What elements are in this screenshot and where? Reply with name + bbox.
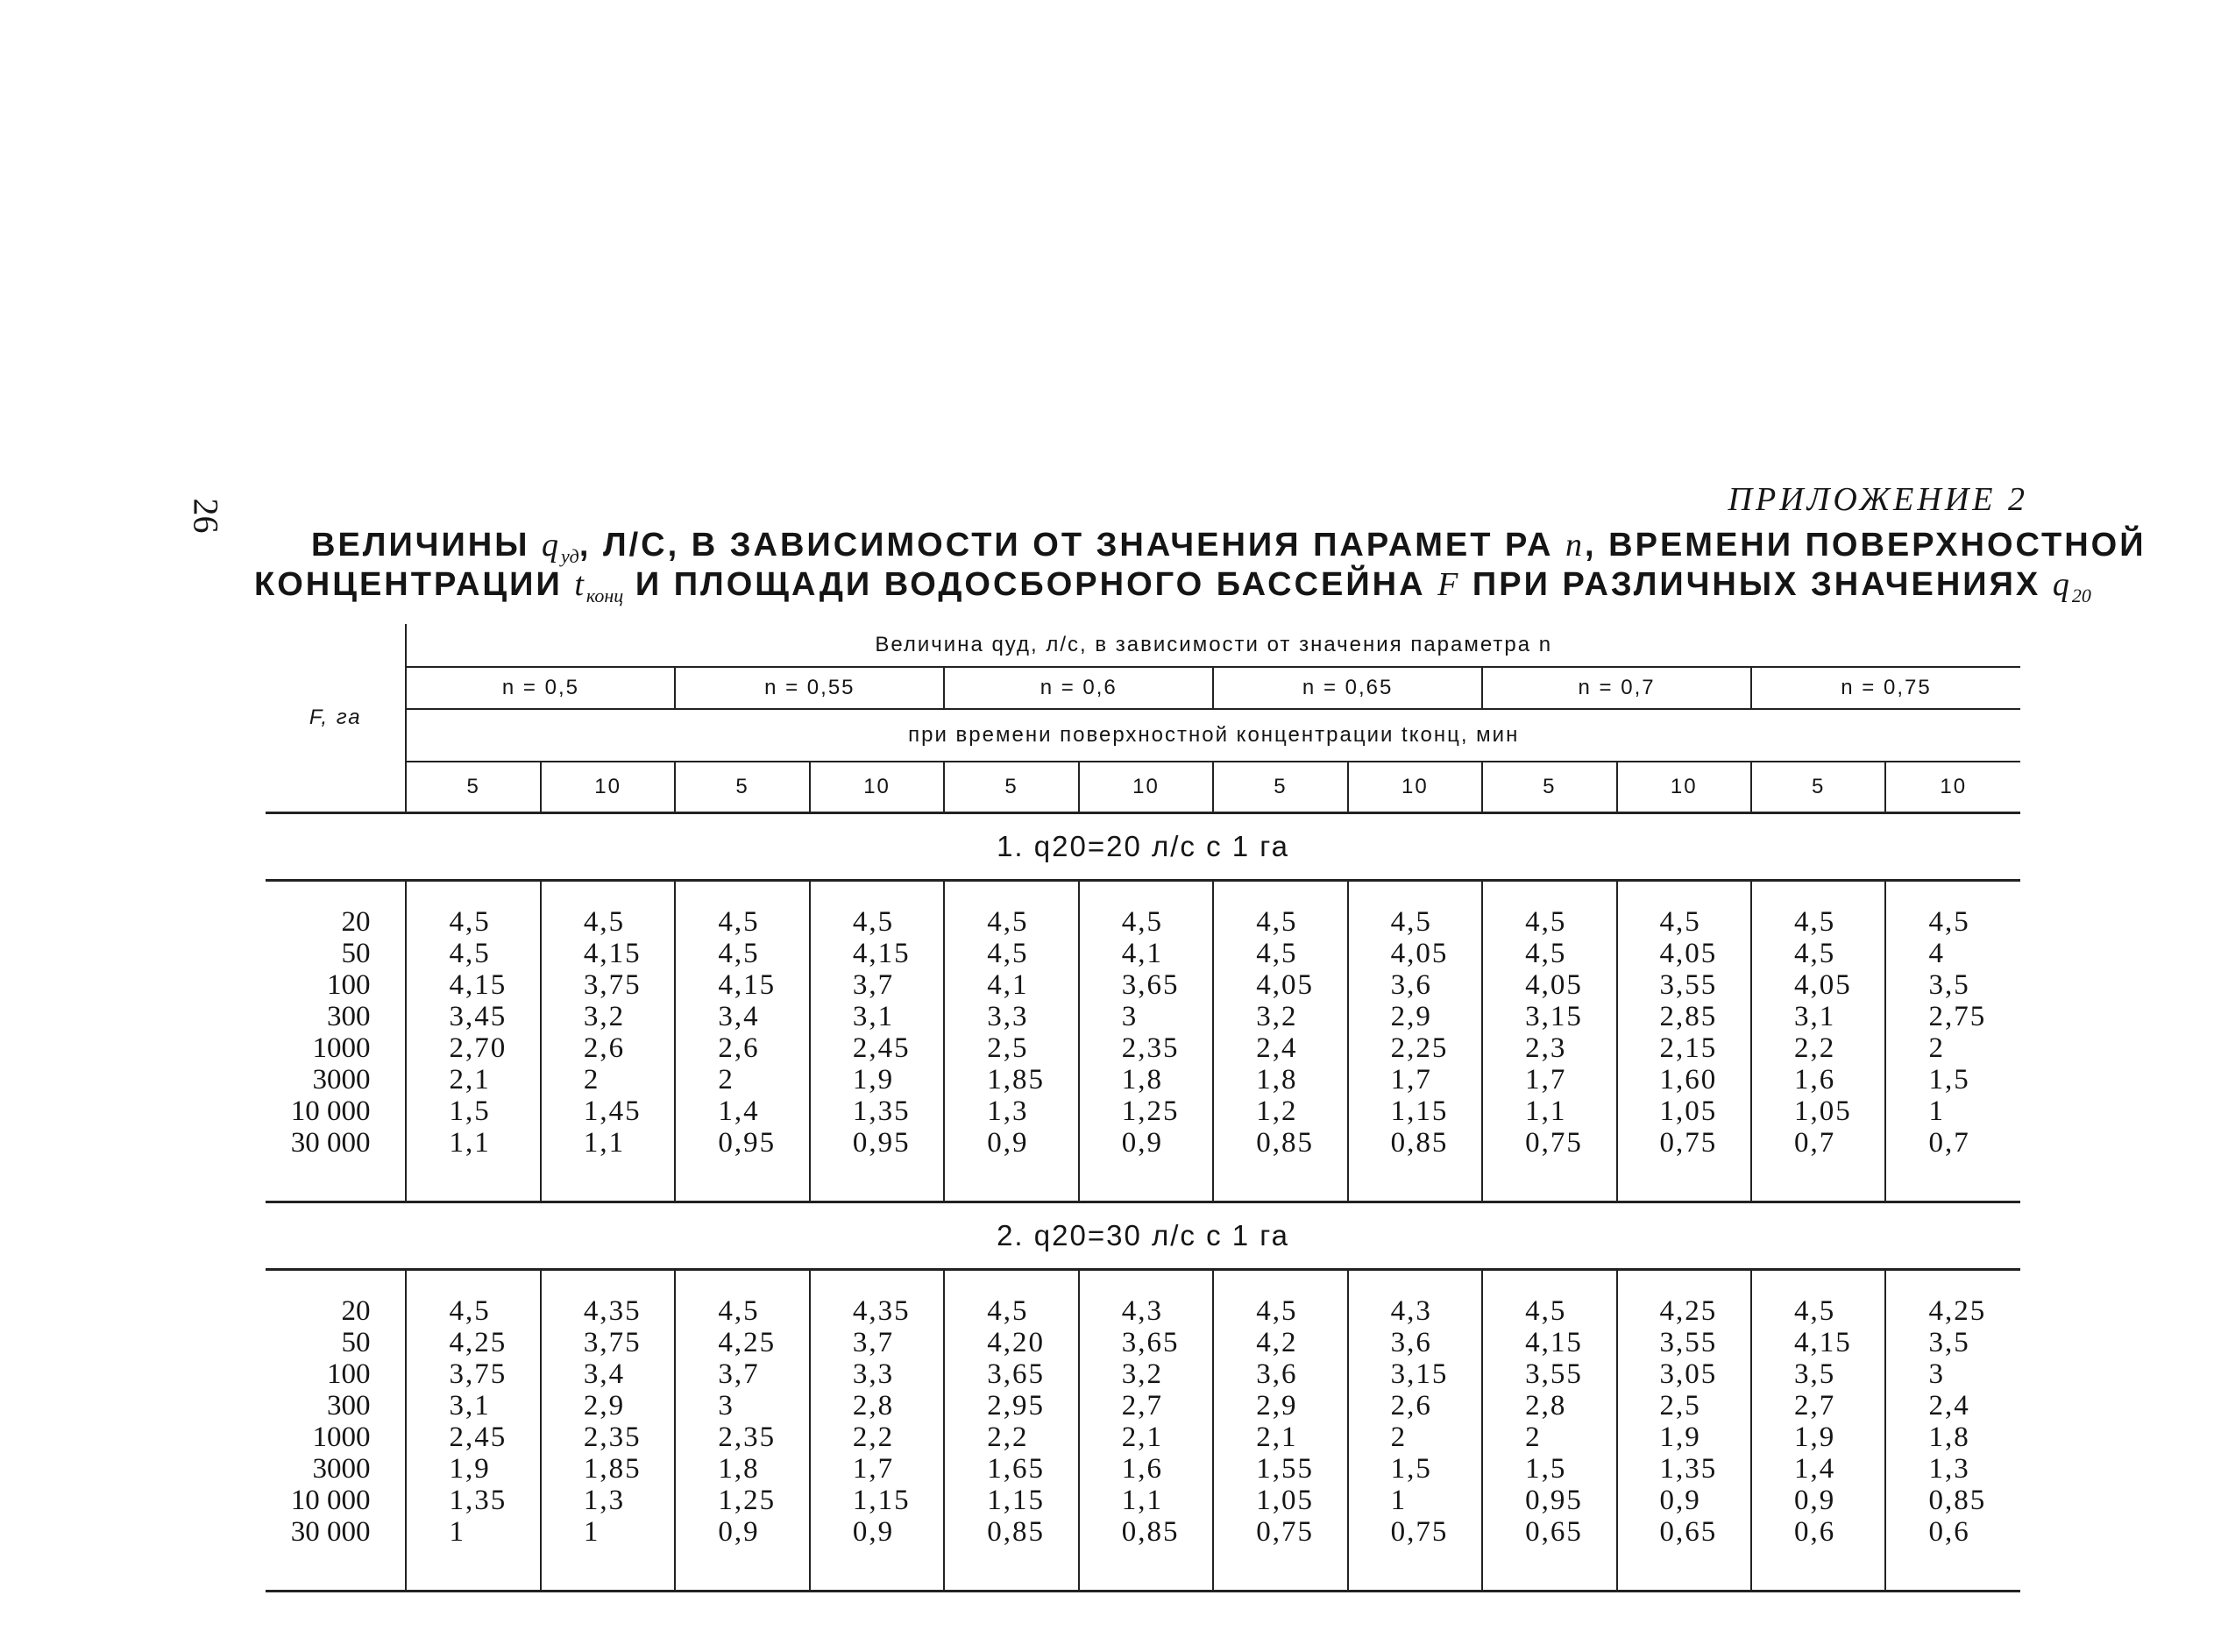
n-value-header: n = 0,65 [1213, 667, 1482, 709]
t-value-header: 5 [1213, 762, 1347, 813]
data-column: 4,35 3,7 3,3 2,8 2,2 1,7 1,15 0,9 [810, 1270, 944, 1554]
data-table [266, 624, 2020, 1592]
data-column: 4,5 4 3,5 2,75 2 1,5 1 0,7 [1885, 881, 2020, 1165]
section-title: 1. q20=20 л/с с 1 га [266, 813, 2020, 881]
data-column: 4,5 4,1 3,65 3 2,35 1,8 1,25 0,9 [1079, 881, 1213, 1165]
t-value-header: 10 [541, 762, 675, 813]
data-column: 4,25 3,55 3,05 2,5 1,9 1,35 0,9 0,65 [1617, 1270, 1751, 1554]
data-column: 4,5 4,5 4,1 3,3 2,5 1,85 1,3 0,9 [944, 881, 1078, 1165]
title-variable: F [1437, 566, 1461, 603]
title-text: И ПЛОЩАДИ ВОДОСБОРНОГО БАССЕЙНА [635, 566, 1426, 603]
data-column: 4,5 4,5 4,15 3,45 2,70 2,1 1,5 1,1 [406, 881, 540, 1165]
table-title-line-1 [311, 526, 2146, 568]
section-title: 2. q20=30 л/с с 1 га [266, 1202, 2020, 1270]
data-column: 4,5 4,25 3,7 3 2,35 1,8 1,25 0,9 [675, 1270, 809, 1554]
n-value-header: n = 0,5 [406, 667, 675, 709]
data-column: 4,5 4,05 3,55 2,85 2,15 1,60 1,05 0,75 [1617, 881, 1751, 1165]
n-value-header: n = 0,6 [944, 667, 1213, 709]
data-column: 4,3 3,65 3,2 2,7 2,1 1,6 1,1 0,85 [1079, 1270, 1213, 1554]
n-value-header: n = 0,75 [1751, 667, 2020, 709]
caption-top: Величина qуд, л/с, в зависимости от значения параметра n [406, 624, 2020, 667]
data-column: 4,5 4,5 4,05 3,1 2,2 1,6 1,05 0,7 [1751, 881, 1885, 1165]
data-column: 4,5 4,20 3,65 2,95 2,2 1,65 1,15 0,85 [944, 1270, 1078, 1554]
t-value-header: 5 [675, 762, 809, 813]
data-column: 4,25 3,5 3 2,4 1,8 1,3 0,85 0,6 [1885, 1270, 2020, 1554]
title-text: КОНЦЕНТРАЦИИ [254, 566, 563, 603]
title-variable: t [574, 566, 586, 603]
data-column: 4,5 4,5 4,05 3,2 2,4 1,8 1,2 0,85 [1213, 881, 1347, 1165]
title-variable-subscript: 20 [2071, 585, 2091, 606]
data-column: 4,5 4,5 4,05 3,15 2,3 1,7 1,1 0,75 [1482, 881, 1616, 1165]
f-values-column: 20 50 100 300 1000 3000 10 000 30 000 [290, 1295, 371, 1548]
data-column: 4,5 4,25 3,75 3,1 2,45 1,9 1,35 1 [406, 1270, 540, 1554]
t-value-header: 5 [406, 762, 540, 813]
t-value-header: 5 [944, 762, 1078, 813]
data-column: 4,5 4,15 3,5 2,7 1,9 1,4 0,9 0,6 [1751, 1270, 1885, 1554]
table-title-line-2 [254, 565, 2091, 607]
title-variable: q [541, 527, 561, 564]
appendix-label: ПРИЛОЖЕНИЕ 2 [1728, 481, 2028, 518]
page-number: 26 [186, 498, 226, 534]
title-text: , ВРЕМЕНИ ПОВЕРХНОСТНОЙ [1585, 527, 2146, 564]
title-text: ВЕЛИЧИНЫ [311, 527, 530, 564]
data-column: 4,5 4,15 3,7 3,1 2,45 1,9 1,35 0,95 [810, 881, 944, 1165]
data-column: 4,3 3,6 3,15 2,6 2 1,5 1 0,75 [1348, 1270, 1482, 1554]
f-column-header: F, га [266, 624, 406, 813]
f-values-column: 20 50 100 300 1000 3000 10 000 30 000 [290, 906, 371, 1159]
title-variable: n [1565, 527, 1586, 564]
t-value-header: 10 [1885, 762, 2020, 813]
data-column: 4,5 4,15 3,55 2,8 2 1,5 0,95 0,65 [1482, 1270, 1616, 1554]
data-column: 4,5 4,5 4,15 3,4 2,6 2 1,4 0,95 [675, 881, 809, 1165]
title-text: , Л/С, В ЗАВИСИМОСТИ ОТ ЗНАЧЕНИЯ ПАРАМЕТ РА [578, 527, 1554, 564]
title-variable-subscript: уд [560, 545, 579, 567]
n-value-header: n = 0,7 [1482, 667, 1751, 709]
data-column: 4,5 4,15 3,75 3,2 2,6 2 1,45 1,1 [541, 881, 675, 1165]
t-value-header: 10 [1348, 762, 1482, 813]
title-variable: q [2052, 566, 2072, 603]
caption-mid: при времени поверхностной концентрации tконц, мин [406, 709, 2020, 762]
t-value-header: 5 [1751, 762, 1885, 813]
t-value-header: 10 [1617, 762, 1751, 813]
t-value-header: 5 [1482, 762, 1616, 813]
data-column: 4,35 3,75 3,4 2,9 2,35 1,85 1,3 1 [541, 1270, 675, 1554]
t-value-header: 10 [1079, 762, 1213, 813]
title-text: ПРИ РАЗЛИЧНЫХ ЗНАЧЕНИЯХ [1472, 566, 2041, 603]
t-value-header: 10 [810, 762, 944, 813]
data-column: 4,5 4,05 3,6 2,9 2,25 1,7 1,15 0,85 [1348, 881, 1482, 1165]
title-variable-subscript: конц [585, 585, 624, 606]
data-column: 4,5 4,2 3,6 2,9 2,1 1,55 1,05 0,75 [1213, 1270, 1347, 1554]
n-value-header: n = 0,55 [675, 667, 944, 709]
